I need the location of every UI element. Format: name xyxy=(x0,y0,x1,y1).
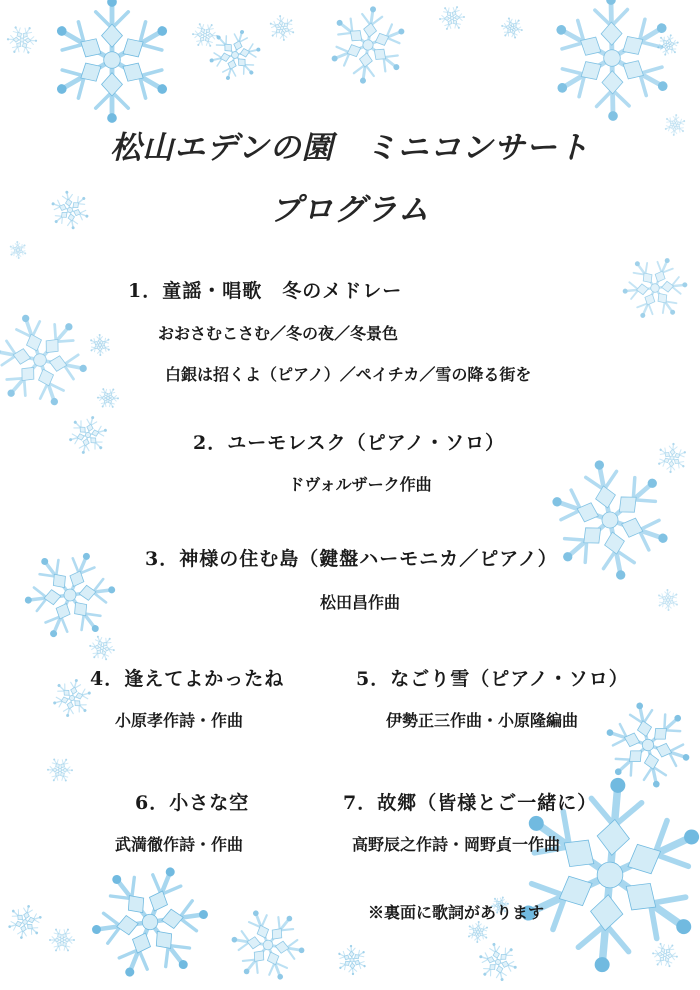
snowflake-icon xyxy=(11,535,130,654)
program-item-3-heading: 3．神様の住む島（鍵盤ハーモニカ／ピアノ） xyxy=(145,548,558,570)
program-item-6-heading: 6．小さな空 xyxy=(135,792,250,814)
program-item-1-line-1: おおさむこさむ／冬の夜／冬景色 xyxy=(158,324,399,343)
program-item-3-credit: 松田昌作曲 xyxy=(319,593,401,612)
snowflake-icon xyxy=(435,1,469,35)
program-item-1-line-2: 白銀は招くよ（ピアノ）／ペイチカ／雪の降る街を xyxy=(165,365,532,384)
snowflake-icon xyxy=(84,630,121,667)
program-item-2-credit: ドヴォルザーク作曲 xyxy=(288,475,432,494)
snowflake-icon xyxy=(64,411,112,459)
snowflake-icon xyxy=(466,920,489,943)
snowflake-icon xyxy=(0,293,107,427)
snowflake-icon xyxy=(497,13,528,44)
snowflake-icon xyxy=(324,1,412,89)
snowflake-icon xyxy=(1,19,43,61)
snowflake-icon xyxy=(331,939,373,981)
page-title: 松山エデンの園 ミニコンサート xyxy=(110,130,590,166)
snowflake-icon xyxy=(187,17,223,53)
snowflake-icon xyxy=(525,435,696,606)
snowflake-icon xyxy=(93,383,123,413)
snowflake-icon xyxy=(44,922,79,957)
snowflake-icon xyxy=(74,846,226,990)
snowflake-icon xyxy=(587,684,700,806)
program-item-5-heading: 5．なごり雪（ピアノ・ソロ） xyxy=(356,668,629,690)
page-subtitle: プログラム xyxy=(270,192,430,228)
snowflake-icon xyxy=(6,238,31,263)
snowflake-icon xyxy=(471,935,526,990)
program-item-4-heading: 4．逢えてよかったね xyxy=(90,668,285,690)
snowflake-icon xyxy=(216,893,319,990)
program-item-7-credit: 高野辰之作詩・岡野貞一作曲 xyxy=(352,835,561,854)
snowflake-icon xyxy=(655,441,688,474)
program-item-7-heading: 7．故郷（皆様とご一緒に） xyxy=(343,792,598,814)
snowflake-icon xyxy=(612,245,698,331)
program-item-6-credit: 武満徹作詩・作曲 xyxy=(115,835,244,854)
lyrics-note: ※裏面に歌詞があります xyxy=(368,903,545,922)
program-item-5-credit: 伊勢正三作曲・小原隆編曲 xyxy=(386,711,579,730)
snowflake-icon xyxy=(48,674,95,721)
snowflake-icon xyxy=(43,183,98,238)
program-item-2-heading: 2．ユーモレスク（ピアノ・ソロ） xyxy=(193,432,506,454)
snowflake-icon xyxy=(85,330,115,360)
program-item-4-credit: 小原孝作詩・作曲 xyxy=(115,711,244,730)
snowflake-icon xyxy=(663,113,687,137)
snowflake-icon xyxy=(4,901,45,943)
snowflake-icon xyxy=(203,23,268,88)
snowflake-icon xyxy=(653,585,683,615)
snowflake-icon xyxy=(42,752,78,788)
snowflake-icon xyxy=(647,937,683,973)
snowflake-icon xyxy=(264,10,300,46)
snowflake-icon xyxy=(49,0,174,123)
program-item-1-heading: 1．童謡・唱歌 冬のメドレー xyxy=(128,280,403,302)
